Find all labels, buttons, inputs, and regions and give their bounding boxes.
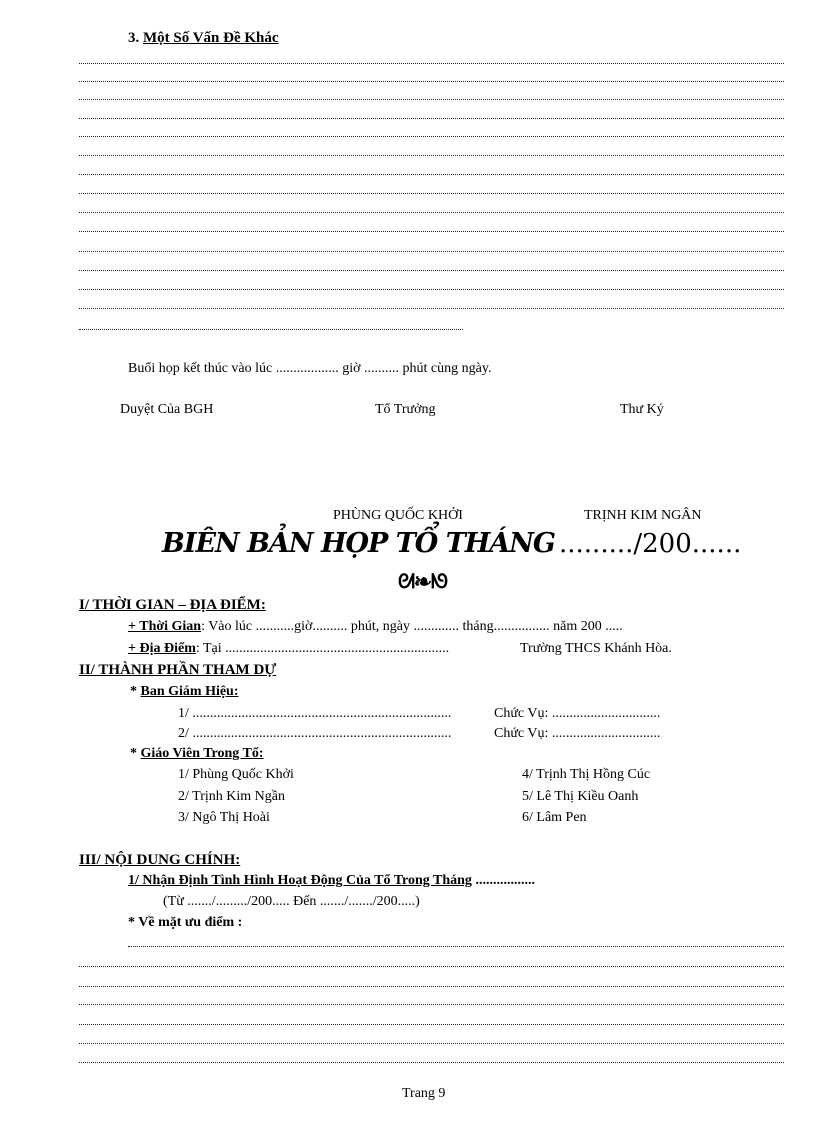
bgh-label: Ban Giám Hiệu: [140, 684, 239, 699]
bgh-row-2-left: 2/ .......................................................................... [178, 726, 452, 741]
teacher-6: 6/ Lâm Pen [522, 810, 587, 825]
advantage-label: * Về mặt ưu điểm : [128, 915, 243, 930]
place-label: + Địa Điểm [128, 641, 196, 656]
item1-dots: ................. [475, 873, 535, 888]
signature-secretary: Thư Ký [620, 402, 664, 417]
signature-approve: Duyệt Của BGH [120, 402, 214, 417]
time-text: : Vào lúc ...........giờ.......... phút, ngày ............. tháng................ năm 200 ..... [201, 619, 623, 634]
teacher-4: 4/ Trịnh Thị Hồng Cúc [522, 767, 651, 782]
bgh-row-2-right: Chức Vụ: ............................... [494, 726, 661, 741]
teacher-3: 3/ Ngô Thị Hoài [178, 810, 270, 825]
leader-name: PHÙNG QUỐC KHỞI [333, 508, 463, 523]
part3-heading: III/ NỘI DUNG CHÍNH: [79, 852, 241, 868]
part1-heading: I/ THỜI GIAN – ĐỊA ĐIỂM: [79, 597, 266, 613]
time-label: + Thời Gian [128, 619, 202, 634]
place-text: : Tại ................................................................ [195, 641, 450, 656]
signature-leader: Tổ Trưởng [375, 402, 436, 417]
teacher-5: 5/ Lê Thị Kiều Oanh [522, 789, 639, 804]
item1-label: 1/ Nhận Định Tình Hình Hoạt Động Của Tổ Trong Tháng [128, 873, 472, 888]
section-title: Một Số Vấn Đề Khác [143, 30, 279, 46]
ornament-icon: ᘛ❧ᘚ [398, 571, 449, 593]
section-number: 3. [128, 30, 140, 46]
page-number: Trang 9 [402, 1086, 446, 1101]
part2-heading: II/ THÀNH PHẦN THAM DỰ [79, 662, 277, 678]
bgh-row-1-right: Chức Vụ: ............................... [494, 706, 661, 721]
closing-line: Buổi họp kết thúc vào lúc .................. giờ .......... phút cùng ngày. [128, 361, 492, 376]
secretary-name: TRỊNH KIM NGÂN [584, 508, 702, 523]
place-value: Trường THCS Khánh Hòa. [520, 641, 672, 656]
document-title: BIÊN BẢN HỌP TỔ THÁNG [162, 528, 555, 559]
teacher-2: 2/ Trịnh Kim Ngần [178, 789, 285, 804]
period-range: (Từ ......./........./200..... Đến ......./......./200.....) [163, 894, 420, 909]
bgh-row-1-left: 1/ .......................................................................... [178, 706, 452, 721]
teacher-1: 1/ Phùng Quốc Khởi [178, 767, 294, 782]
gv-label: Giáo Viên Trong Tổ: [140, 746, 264, 761]
title-month-placeholder: ........./200...... [559, 529, 742, 559]
